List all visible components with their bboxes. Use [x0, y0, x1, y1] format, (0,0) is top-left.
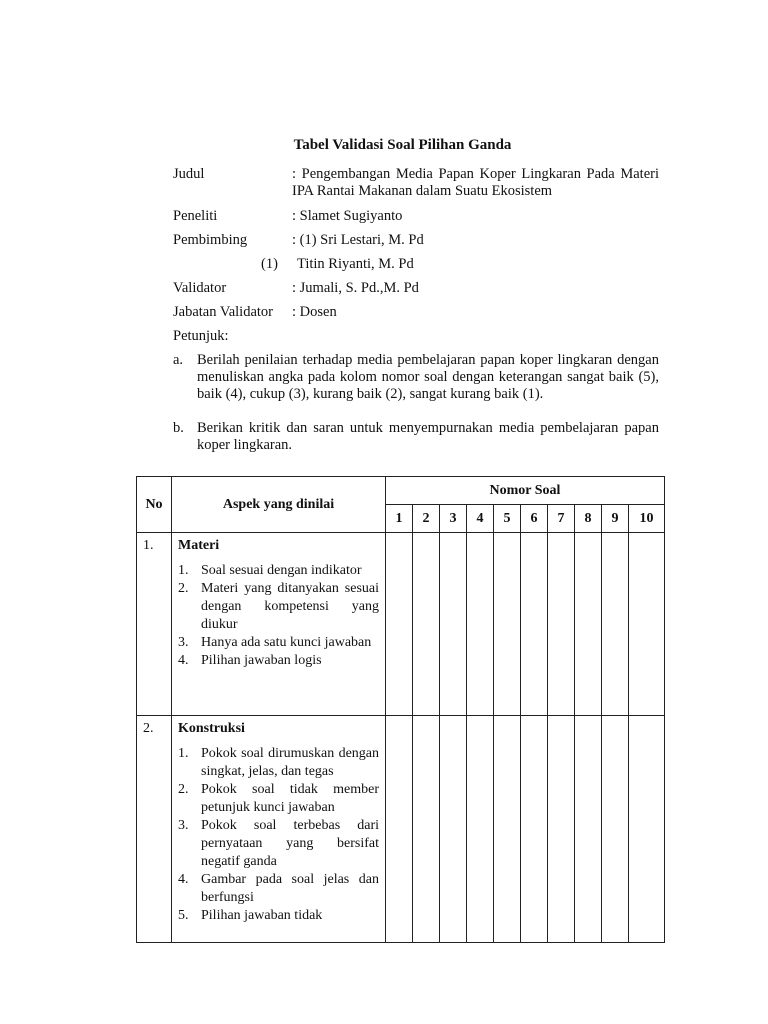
nomor-header-cell: 10 [629, 505, 665, 533]
item-number: 4. [178, 872, 189, 887]
header-aspek: Aspek yang dinilai [172, 477, 386, 533]
item-text: Soal sesuai dengan indikator [201, 563, 362, 578]
item-text: Hanya ada satu kunci jawaban [201, 635, 372, 650]
criteria-list [178, 745, 379, 925]
list-item [178, 907, 379, 925]
list-item [178, 871, 379, 907]
item-text: Materi yang ditanyakan sesuai dengan kompetensi yang diukur [201, 581, 379, 632]
score-cell[interactable] [467, 716, 494, 943]
header-nomor-soal: Nomor Soal [386, 477, 665, 505]
section-title: Materi [178, 538, 220, 553]
score-cell[interactable] [494, 533, 521, 716]
score-cell[interactable] [629, 716, 665, 943]
judul-value: : Pengembangan Media Papan Koper Lingkaran Pada Materi IPA Rantai Makanan dalam Suatu Ekosistem [292, 166, 659, 199]
score-cell[interactable] [494, 716, 521, 943]
nomor-header-cell: 6 [521, 505, 548, 533]
list-item [178, 580, 379, 634]
item-text: Pokok soal dirumuskan dengan singkat, jelas, dan tegas [201, 746, 379, 779]
pembimbing2-value: Titin Riyanti, M. Pd [297, 256, 414, 272]
section-title: Konstruksi [178, 721, 245, 736]
instruction-a [173, 352, 659, 403]
item-number: 2. [178, 581, 189, 596]
nomor-header-cell: 2 [413, 505, 440, 533]
peneliti-value: : Slamet Sugiyanto [292, 208, 403, 224]
row-number: 1. [137, 533, 172, 716]
meta-peneliti [173, 208, 659, 225]
validator-label: Validator [173, 280, 227, 296]
pembimbing-label: Pembimbing [173, 232, 248, 248]
nomor-header-cell: 4 [467, 505, 494, 533]
score-cell[interactable] [629, 533, 665, 716]
instruction-marker: a. [173, 352, 184, 368]
aspect-cell [172, 716, 386, 943]
item-number: 2. [178, 782, 189, 797]
row-number: 2. [137, 716, 172, 943]
item-number: 3. [178, 635, 189, 650]
jabatan-value: : Dosen [292, 304, 337, 320]
nomor-header-cell: 8 [575, 505, 602, 533]
meta-pembimbing [173, 232, 659, 249]
item-text: Pilihan jawaban tidak [201, 908, 323, 923]
list-item [178, 634, 379, 652]
table-row [137, 716, 665, 943]
item-text: Gambar pada soal jelas dan berfungsi [201, 872, 379, 905]
score-cell[interactable] [386, 716, 413, 943]
peneliti-label: Peneliti [173, 208, 218, 224]
aspect-cell [172, 533, 386, 716]
score-cell[interactable] [602, 716, 629, 943]
list-item [178, 745, 379, 781]
list-item [178, 562, 379, 580]
item-text: Pilihan jawaban logis [201, 653, 322, 668]
list-item [178, 817, 379, 871]
score-cell[interactable] [548, 533, 575, 716]
instruction-b [173, 420, 659, 454]
list-item [178, 781, 379, 817]
item-number: 1. [178, 746, 189, 761]
score-cell[interactable] [386, 533, 413, 716]
score-cell[interactable] [440, 716, 467, 943]
jabatan-label: Jabatan Validator [173, 304, 273, 320]
page-title: Tabel Validasi Soal Pilihan Ganda [293, 137, 512, 153]
nomor-header-cell: 7 [548, 505, 575, 533]
validation-table [136, 476, 665, 943]
petunjuk-label: Petunjuk: [173, 328, 229, 344]
instruction-text: Berikan kritik dan saran untuk menyempurnakan media pembelajaran papan koper lingkaran. [197, 420, 659, 453]
instruction-text: Berilah penilaian terhadap media pembelajaran papan koper lingkaran dengan menuliskan angka pada kolom nomor soal dengan keterangan sangat baik (5), baik (4), cukup (3), kurang baik (2), sangat kurang baik (1). [197, 352, 659, 402]
score-cell[interactable] [413, 716, 440, 943]
meta-jabatan [173, 304, 659, 321]
header-no: No [137, 477, 172, 533]
nomor-header-cell: 3 [440, 505, 467, 533]
score-cell[interactable] [440, 533, 467, 716]
score-cell[interactable] [575, 533, 602, 716]
score-cell[interactable] [467, 533, 494, 716]
item-text: Pokok soal terbebas dari pernyataan yang bersifat negatif ganda [201, 818, 379, 869]
score-cell[interactable] [575, 716, 602, 943]
judul-label: Judul [173, 166, 205, 182]
item-number: 3. [178, 818, 189, 833]
score-cell[interactable] [413, 533, 440, 716]
score-cell[interactable] [521, 533, 548, 716]
criteria-list [178, 562, 379, 670]
aspect-clip [178, 720, 379, 942]
score-cell[interactable] [602, 533, 629, 716]
item-number: 1. [178, 563, 189, 578]
nomor-header-cell: 1 [386, 505, 413, 533]
table-row [137, 533, 665, 716]
nomor-header-cell: 5 [494, 505, 521, 533]
instruction-marker: b. [173, 420, 184, 436]
score-cell[interactable] [548, 716, 575, 943]
list-item [178, 652, 379, 670]
item-text: Pokok soal tidak member petunjuk kunci jawaban [201, 782, 379, 815]
pembimbing-value: : (1) Sri Lestari, M. Pd [292, 232, 424, 248]
pembimbing2-marker: (1) [261, 256, 278, 272]
meta-judul [173, 166, 659, 200]
nomor-header-cell: 9 [602, 505, 629, 533]
validator-value: : Jumali, S. Pd.,M. Pd [292, 280, 419, 296]
score-cell[interactable] [521, 716, 548, 943]
meta-validator [173, 280, 659, 297]
item-number: 5. [178, 908, 189, 923]
item-number: 4. [178, 653, 189, 668]
